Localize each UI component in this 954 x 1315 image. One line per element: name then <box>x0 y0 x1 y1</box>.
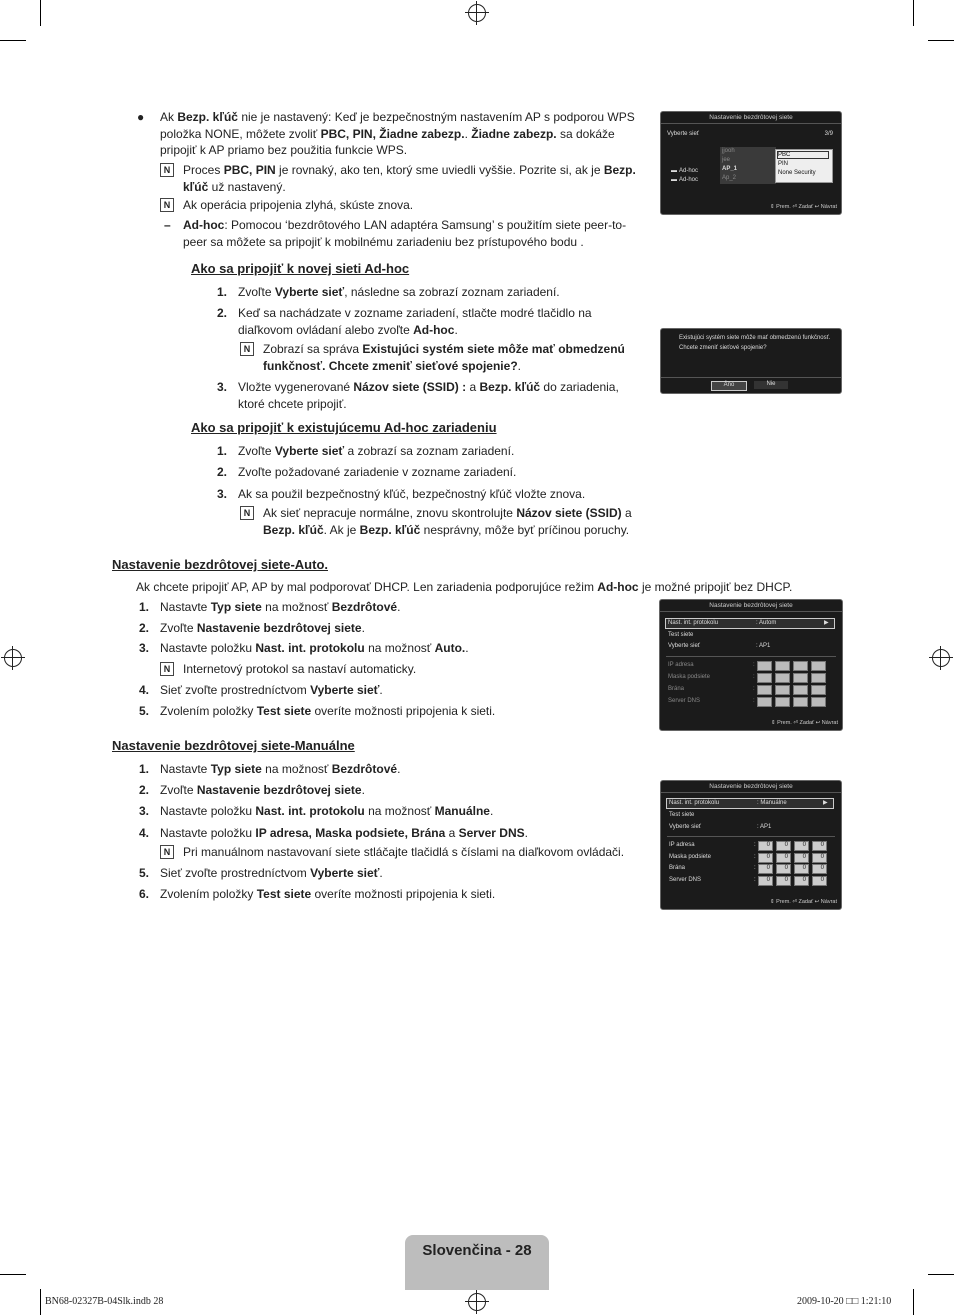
step-text: Zvoľte Nastavenie bezdrôtovej siete. <box>160 621 365 635</box>
screen-title: Nastavenie bezdrôtovej siete <box>709 602 793 609</box>
screen-page: 3/9 <box>824 131 833 137</box>
step-number: 2. <box>139 621 150 635</box>
screen-title: Nastavenie bezdrôtovej siete <box>709 783 793 790</box>
step-text: Nastavte Typ siete na možnosť Bezdrôtové. <box>160 600 401 614</box>
ip-octet-field[interactable] <box>775 685 790 695</box>
page-number-tab <box>405 1235 549 1290</box>
crop-mark <box>0 1274 26 1275</box>
ip-octet-field[interactable] <box>793 661 808 671</box>
step-text: Nastavte položku Nast. int. protokolu na možnosť Auto.. <box>160 641 469 655</box>
tv-screen-network-list <box>660 111 842 215</box>
arrow-right-icon: ▶ <box>824 620 829 626</box>
step-text: Vložte vygenerované Názov siete (SSID) : a Bezp. kľúč do zariadenia, ktoré chcete pripojiť. <box>238 380 619 411</box>
ip-octet-field[interactable]: 0 <box>812 853 827 863</box>
note-icon: N <box>160 662 174 676</box>
ip-octet-field[interactable] <box>793 697 808 707</box>
ip-octet-field[interactable] <box>793 685 808 695</box>
ip-octet-field[interactable]: 0 <box>794 853 809 863</box>
crop-mark <box>928 40 954 41</box>
blue-button-icon: ▬ <box>671 177 677 183</box>
dash-icon: – <box>164 218 171 232</box>
step-text: Zvoľte Nastavenie bezdrôtovej siete. <box>160 783 365 797</box>
ip-octet-field[interactable] <box>757 661 772 671</box>
ip-octet-field[interactable]: 0 <box>794 864 809 874</box>
note-text: Ak sieť nepracuje normálne, znovu skontrolujte Názov siete (SSID) a Bezp. kľúč. Ak je Bezp. kľúč nesprávny, môže byť príčinou poruchy. <box>263 506 632 537</box>
step-number: 1. <box>217 444 228 458</box>
list-item[interactable]: AP_1 <box>722 166 738 172</box>
tv-screen-manual-settings: Nastavenie bezdrôtovej siete Nast. int. protokolu : Manuálne ▶ Test siete Vyberte sieť : AP1 IP adresa Maska podsiete Brána Server DNS : : : : 0 0 0 0 0 0 0 0 0 0 0 0 0 0 0 0 ⇕ Prem. ⏎ Zadať ↩ Návrat <box>660 780 842 910</box>
screen-footer: ⇕ Prem. ⏎ Zadať ↩ Návrat <box>771 720 838 726</box>
step-text: Nastavte Typ siete na možnosť Bezdrôtové. <box>160 762 401 776</box>
screen-label: Vyberte sieť <box>667 131 700 137</box>
screen-footer: ⇕ Prem. ⏎ Zadať ↩ Návrat <box>770 899 837 905</box>
note-text: Internetový protokol sa nastaví automaticky. <box>183 662 417 676</box>
step-text: Sieť zvoľte prostredníctvom Vyberte sieť. <box>160 866 383 880</box>
ip-octet-field[interactable]: 0 <box>758 841 773 851</box>
note-icon: N <box>160 845 174 859</box>
step-text: Sieť zvoľte prostredníctvom Vyberte sieť. <box>160 683 383 697</box>
step-text: Nastavte položku IP adresa, Maska podsiete, Brána a Server DNS. <box>160 826 528 840</box>
ip-octet-field[interactable]: 0 <box>776 876 791 886</box>
ip-octet-field[interactable] <box>757 685 772 695</box>
row-value: : Manuálne <box>757 800 787 806</box>
dialog-message: Chcete zmeniť sieťové spojenie? <box>679 345 767 351</box>
step-number: 5. <box>139 704 150 718</box>
ip-octet-field[interactable]: 0 <box>812 841 827 851</box>
row-label[interactable]: Test siete <box>669 812 695 818</box>
adhoc-description: Ad-hoc: Pomocou ‘bezdrôtového LAN adaptéra Samsung’ s použitím siete peer-to- peer sa môžete sa pripojiť k mobilnému zariadeniu bez prístupového bodu . <box>183 218 627 249</box>
ip-octet-field[interactable] <box>757 673 772 683</box>
ip-octet-field[interactable] <box>775 661 790 671</box>
step-number: 3. <box>217 380 228 394</box>
ip-octet-field[interactable]: 0 <box>758 853 773 863</box>
row-value: : AP1 <box>756 643 771 649</box>
row-label[interactable]: Vyberte sieť <box>668 643 701 649</box>
step-text: Nastavte položku Nast. int. protokolu na možnosť Manuálne. <box>160 804 494 818</box>
crop-mark <box>913 0 914 26</box>
tv-screen-auto-settings: Nastavenie bezdrôtovej siete Nast. int. protokolu : Autom ▶ Test siete Vyberte sieť : AP1 IP adresa Maska podsiete Brána Server DNS : : : : ⇕ Prem. ⏎ Zadať ↩ Návrat <box>659 599 843 731</box>
ip-octet-field[interactable]: 0 <box>794 841 809 851</box>
step-number: 3. <box>139 804 150 818</box>
list-item[interactable]: jee <box>722 157 731 163</box>
bullet-paragraph: Ak Bezp. kľúč nie je nastavený: Keď je bezpečnostným nastavením AP s podporou WPS položka NONE, môžete zvoliť PBC, PIN, Žiadne zabezp.. Žiadne zabezp. sa dokáže pripojiť k AP priamo bez použitia funkcie WPS. <box>160 110 635 157</box>
file-info: BN68-02327B-04Slk.indb 28 <box>45 1296 164 1307</box>
ip-octet-field[interactable]: 0 <box>776 853 791 863</box>
ip-octet-field[interactable]: 0 <box>794 876 809 886</box>
row-label: Brána <box>668 686 685 692</box>
note-text: Ak operácia pripojenia zlyhá, skúste znova. <box>183 198 414 212</box>
section-heading: Nastavenie bezdrôtovej siete-Auto. <box>112 557 328 572</box>
section-heading: Nastavenie bezdrôtovej siete-Manuálne <box>112 738 355 753</box>
ip-octet-field[interactable] <box>811 685 826 695</box>
ip-octet-field[interactable]: 0 <box>776 864 791 874</box>
step-number: 4. <box>139 826 150 840</box>
step-number: 4. <box>139 683 150 697</box>
registration-mark-icon <box>4 649 22 667</box>
crop-mark <box>40 1289 41 1315</box>
note-text: Zobrazí sa správa Existujúci systém siete môže mať obmedzenú funkčnosť. Chcete zmeniť sieťové spojenie?. <box>263 342 625 373</box>
ip-octet-field[interactable] <box>757 697 772 707</box>
row-label: Maska podsiete <box>669 854 712 860</box>
adhoc-option[interactable]: Ad-hoc <box>679 177 699 183</box>
registration-mark-icon <box>468 1293 486 1311</box>
ip-octet-field[interactable]: 0 <box>812 864 827 874</box>
yes-button[interactable]: Áno <box>711 381 747 391</box>
row-label: Maska podsiete <box>668 674 711 680</box>
step-text: Zvoľte Vyberte sieť a zobrazí sa zoznam zariadení. <box>238 444 515 458</box>
popup-item[interactable]: PBC <box>777 151 829 159</box>
ip-octet-field[interactable] <box>775 697 790 707</box>
ip-octet-field[interactable] <box>811 661 826 671</box>
step-text: Zvolením položky Test siete overíte možnosti pripojenia k sieti. <box>160 704 496 718</box>
ip-octet-field[interactable] <box>775 673 790 683</box>
ip-octet-field[interactable]: 0 <box>758 864 773 874</box>
step-number: 3. <box>217 487 228 501</box>
step-text: Zvoľte Vyberte sieť, následne sa zobrazí zoznam zariadení. <box>238 285 560 299</box>
blue-button-icon: ▬ <box>671 168 677 174</box>
step-text: Keď sa nachádzate v zozname zariadení, stlačte modré tlačidlo na diaľkovom ovládaní alebo zvoľte Ad-hoc. <box>238 306 592 337</box>
crop-mark <box>0 40 26 41</box>
note-text: Pri manuálnom nastavovaní siete stláčajte tlačidlá s číslami na diaľkovom ovládači. <box>183 845 625 859</box>
note-icon: N <box>160 198 174 212</box>
row-label[interactable]: Vyberte sieť <box>669 824 702 830</box>
registration-mark-icon <box>932 649 950 667</box>
step-text: Zvolením položky Test siete overíte možnosti pripojenia k sieti. <box>160 887 496 901</box>
arrow-right-icon: ▶ <box>823 800 828 806</box>
crop-mark <box>928 1274 954 1275</box>
row-label: Server DNS <box>668 698 701 704</box>
note-icon: N <box>240 342 254 356</box>
row-label: Nast. int. protokolu <box>668 620 719 626</box>
tv-screen-confirm-dialog <box>660 328 842 394</box>
note-icon: N <box>160 163 174 177</box>
row-label: Server DNS <box>669 877 702 883</box>
crop-mark <box>913 1289 914 1315</box>
row-label: IP adresa <box>668 662 694 668</box>
step-number: 1. <box>217 285 228 299</box>
screen-footer: ⇕ Prem. ⏎ Zadať ↩ Návrat <box>770 204 837 210</box>
step-text: Zvoľte požadované zariadenie v zozname zariadení. <box>238 465 517 479</box>
security-popup <box>775 149 833 183</box>
adhoc-option[interactable]: Ad-hoc <box>679 168 699 174</box>
step-text: Ak sa použil bezpečnostný kľúč, bezpečnostný kľúč vložte znova. <box>238 487 586 501</box>
section-heading: Ako sa pripojiť k novej sieti Ad-hoc <box>191 261 410 276</box>
row-label: IP adresa <box>669 842 695 848</box>
popup-item[interactable]: None Security <box>778 170 816 176</box>
section-heading: Ako sa pripojiť k existujúcemu Ad-hoc zariadeniu <box>191 420 497 435</box>
step-number: 2. <box>217 306 228 320</box>
page-number: Slovenčina - 28 <box>422 1242 532 1259</box>
ip-octet-field[interactable]: 0 <box>812 876 827 886</box>
screen-title: Nastavenie bezdrôtovej siete <box>709 114 793 121</box>
no-button[interactable]: Nie <box>754 381 788 389</box>
row-value: : Autom <box>756 620 777 626</box>
row-label: Nast. int. protokolu <box>669 800 720 806</box>
popup-item[interactable]: PIN <box>778 161 789 167</box>
step-number: 2. <box>217 465 228 479</box>
registration-mark-icon <box>468 4 486 22</box>
ip-octet-field[interactable] <box>811 673 826 683</box>
ip-octet-field[interactable]: 0 <box>776 841 791 851</box>
step-number: 1. <box>139 762 150 776</box>
row-value: : AP1 <box>757 824 772 830</box>
dialog-message: Existujúci systém siete môže mať obmedzenú funkčnosť. <box>679 335 831 341</box>
intro-text: Ak chcete pripojiť AP, AP by mal podporovať DHCP. Len zariadenia podporujúce režim Ad-hoc je možné pripojiť bez DHCP. <box>136 580 793 594</box>
network-list[interactable] <box>720 147 776 184</box>
step-number: 1. <box>139 600 150 614</box>
row-label[interactable]: Test siete <box>668 632 694 638</box>
step-number: 6. <box>139 887 150 901</box>
ip-octet-field[interactable]: 0 <box>758 876 773 886</box>
step-number: 5. <box>139 866 150 880</box>
step-number: 2. <box>139 783 150 797</box>
ip-octet-field[interactable] <box>793 673 808 683</box>
list-item[interactable]: jjooh <box>722 148 735 154</box>
bullet-icon: ● <box>137 110 145 124</box>
note-icon: N <box>240 506 254 520</box>
step-number: 3. <box>139 641 150 655</box>
ip-octet-field[interactable] <box>811 697 826 707</box>
print-date: 2009-10-20 □□ 1:21:10 <box>797 1296 892 1307</box>
note-text: Proces PBC, PIN je rovnaký, ako ten, ktorý sme uviedli vyššie. Pozrite si, ak je Bezp. kľúč už nastavený. <box>183 163 636 194</box>
list-item[interactable]: Ap_2 <box>722 175 737 181</box>
crop-mark <box>40 0 41 26</box>
row-label: Brána <box>669 865 686 871</box>
